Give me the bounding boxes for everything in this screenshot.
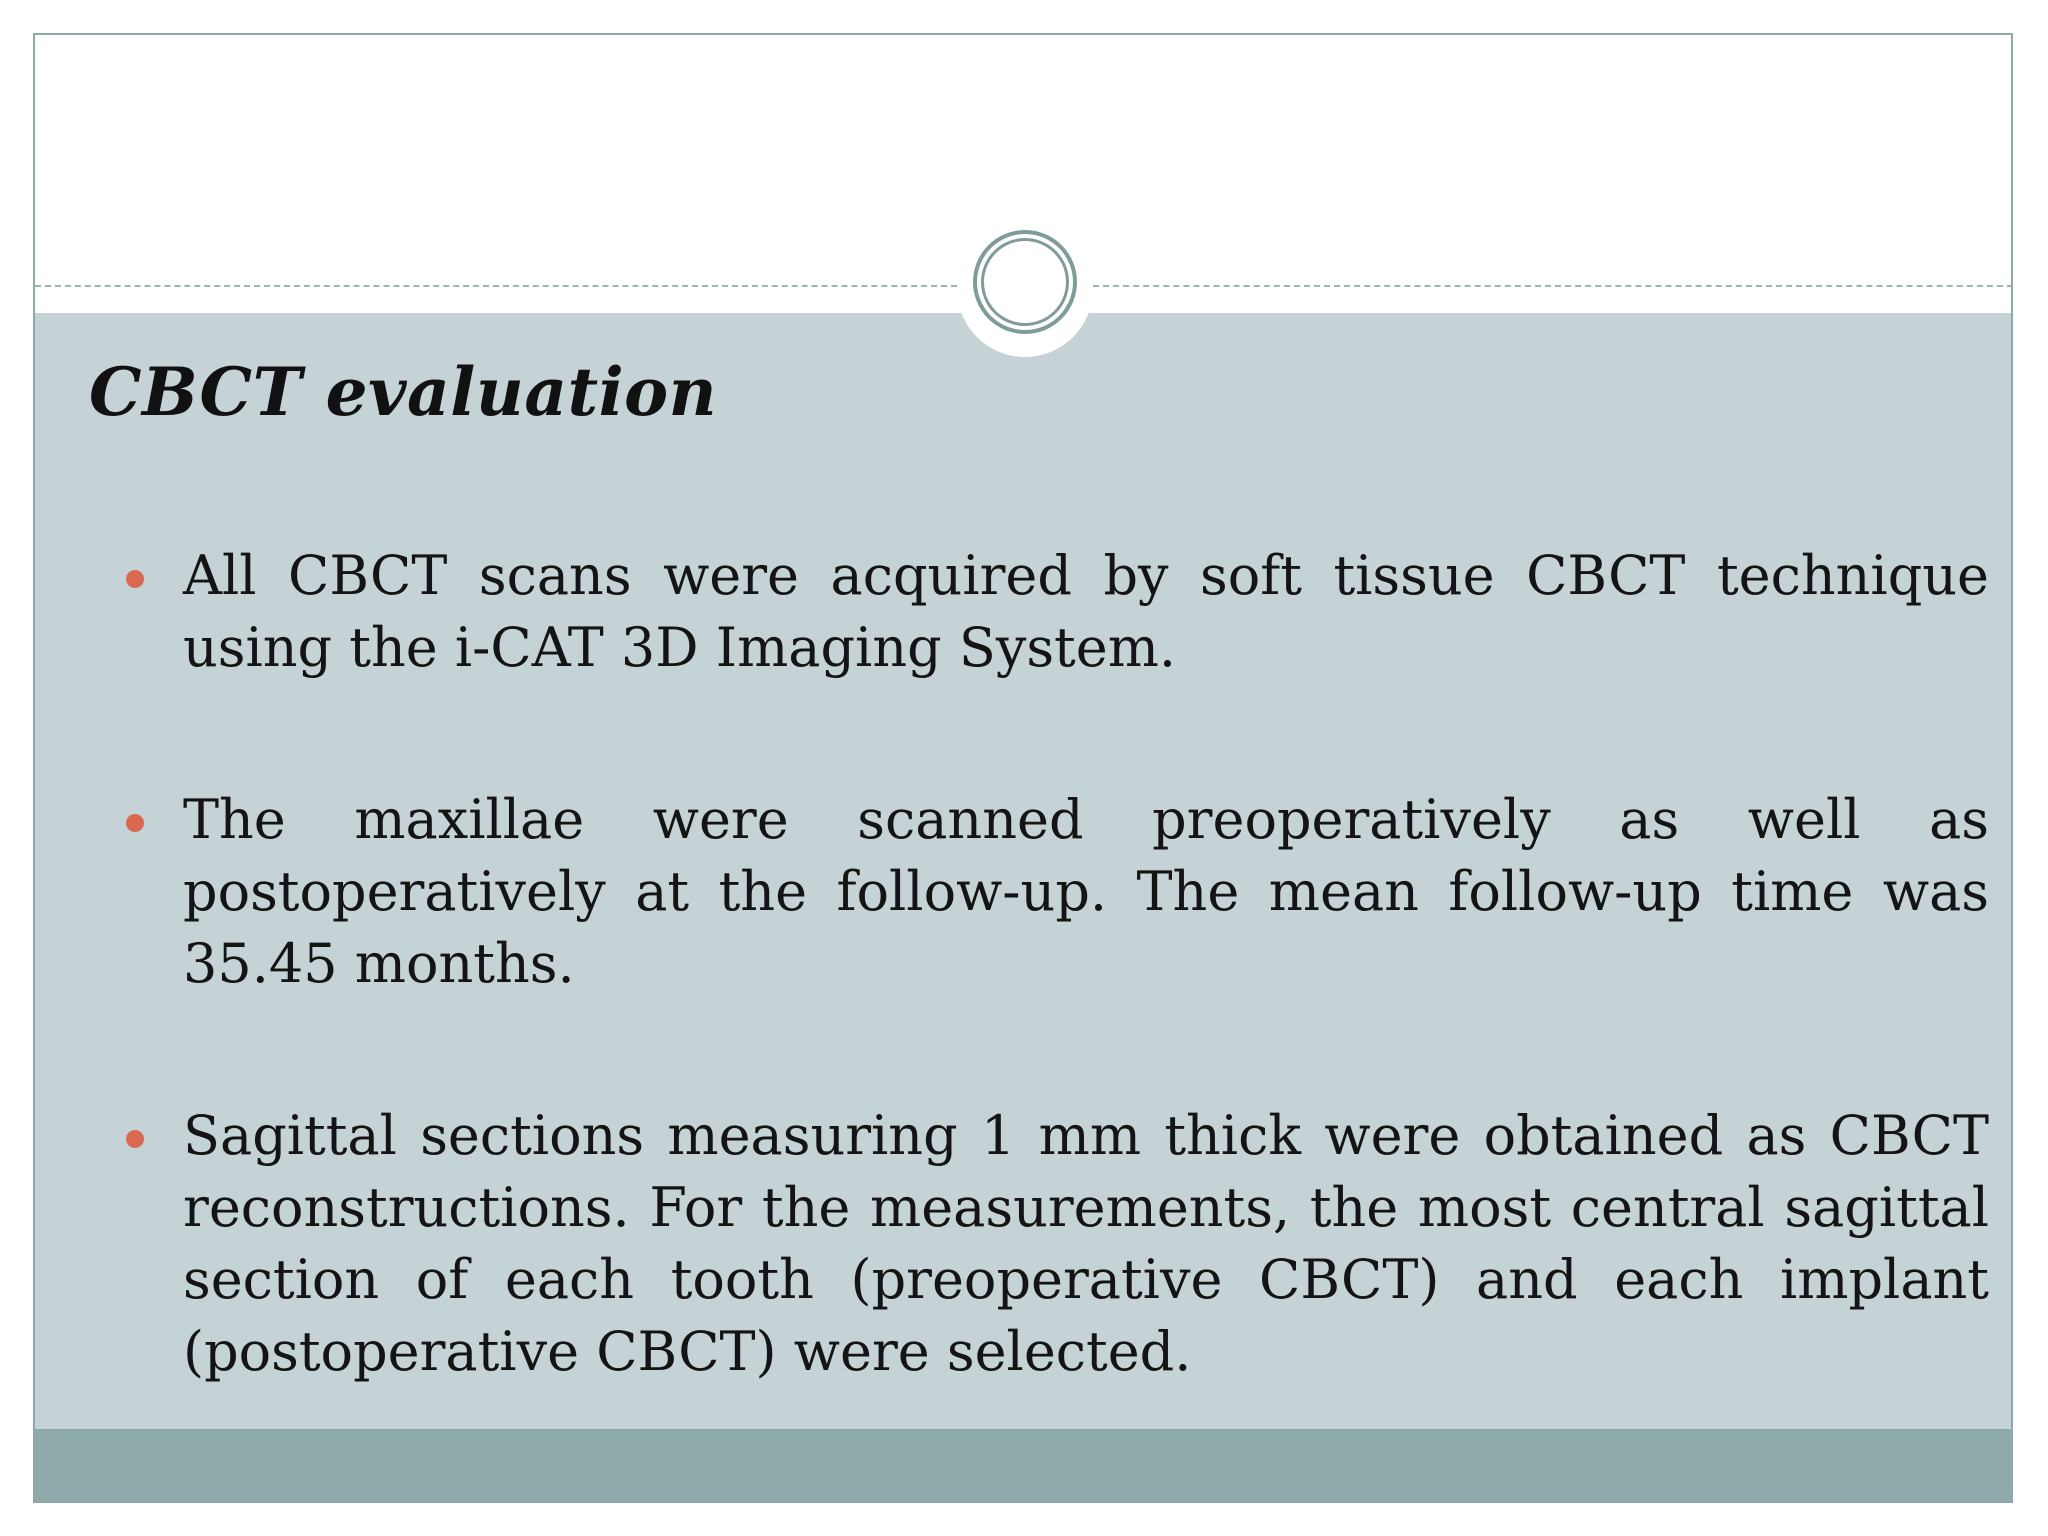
bullet-item <box>89 784 1989 1000</box>
double-ring-inner <box>981 238 1069 326</box>
header-divider-right <box>1093 285 2013 287</box>
header-divider-left <box>35 285 957 287</box>
bullet-text: Sagittal sections measuring 1 mm thick were obtained as CBCT reconstructions. For the measurements, the most central sagittal section of each tooth (preoperative CBCT) and each implant (postoperative CBCT) were selected. <box>183 1104 1989 1383</box>
slide <box>33 33 2013 1503</box>
round-bullet-icon <box>126 1130 144 1148</box>
bullet-list <box>89 540 1989 1488</box>
round-bullet-icon <box>126 814 144 832</box>
bullet-item <box>89 1100 1989 1388</box>
round-bullet-icon <box>126 570 144 588</box>
bullet-text: The maxillae were scanned preoperatively as well as postoperatively at the follow-up. The mean follow-up time was 35.45 months. <box>183 788 1989 995</box>
bullet-text: All CBCT scans were acquired by soft tissue CBCT technique using the i-CAT 3D Imaging System. <box>183 544 1989 679</box>
bullet-item <box>89 540 1989 684</box>
slide-title: CBCT evaluation <box>89 353 718 431</box>
